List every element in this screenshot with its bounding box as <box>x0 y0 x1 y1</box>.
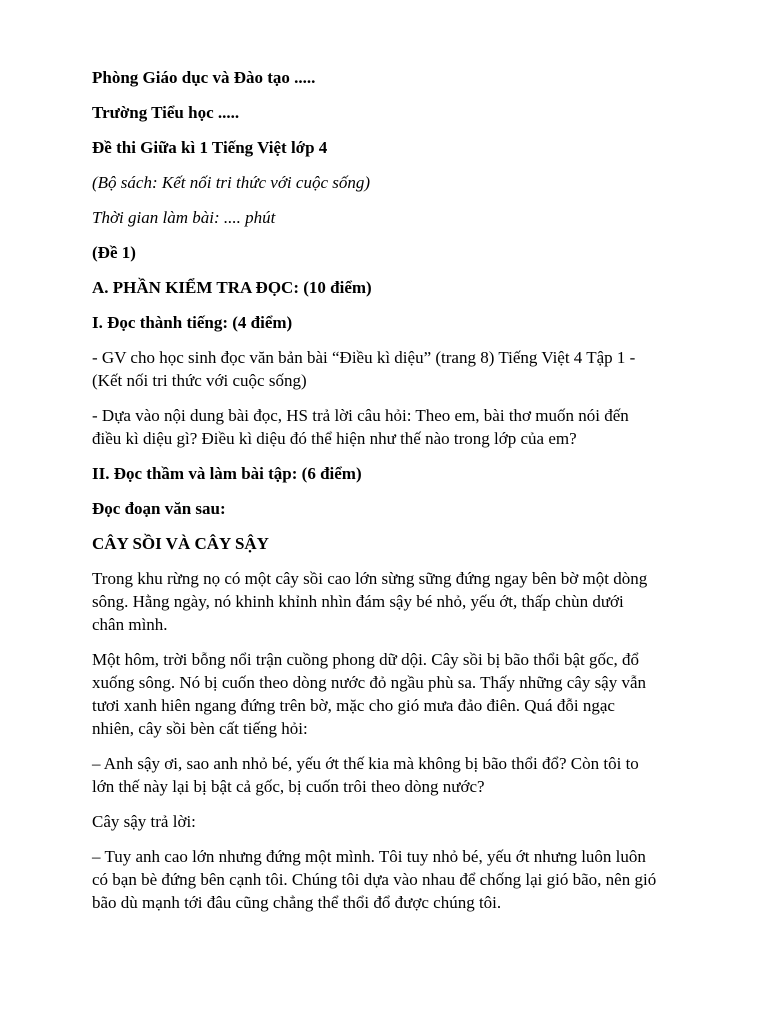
section-a-title: A. PHẦN KIỂM TRA ĐỌC: (10 điểm) <box>92 278 372 297</box>
text-line: bão dù mạnh tới đâu cũng chẳng thể thổi đổ được chúng tôi. <box>92 893 502 912</box>
story-paragraph-5 <box>92 845 692 914</box>
time-note: Thời gian làm bài: .... phút <box>92 208 276 227</box>
part2-title: II. Đọc thầm và làm bài tập: (6 điểm) <box>92 464 362 483</box>
story-paragraph-4 <box>92 810 692 833</box>
text-line: chân mình. <box>92 615 168 634</box>
text-line: nhiên, cây sồi bèn cất tiếng hỏi: <box>92 719 308 738</box>
exam-title: Đề thi Giữa kì 1 Tiếng Việt lớp 4 <box>92 138 328 157</box>
part1-title: I. Đọc thành tiếng: (4 điểm) <box>92 313 293 332</box>
story-title: CÂY SỒI VÀ CÂY SẬY <box>92 534 269 553</box>
reading-instruction: Đọc đoạn văn sau: <box>92 499 226 518</box>
story-paragraph-3 <box>92 752 692 798</box>
school-heading: Trường Tiểu học ..... <box>92 103 240 122</box>
text-line: điều kì diệu gì? Điều kì diệu đó thể hiện như thế nào trong lớp của em? <box>92 429 577 448</box>
text-line: Một hôm, trời bỗng nổi trận cuồng phong dữ dội. Cây sồi bị bão thổi bật gốc, đổ <box>92 650 640 669</box>
book-series-note: (Bộ sách: Kết nối tri thức với cuộc sống) <box>92 173 371 192</box>
story-paragraph-2 <box>92 648 692 740</box>
text-line: tươi xanh hiên ngang đứng trên bờ, mặc cho gió mưa đảo điên. Quá đỗi ngạc <box>92 696 615 715</box>
part1-item-2 <box>92 404 692 450</box>
department-heading: Phòng Giáo dục và Đào tạo ..... <box>92 68 316 87</box>
text-line: có bạn bè đứng bên cạnh tôi. Chúng tôi dựa vào nhau để chống lại gió bão, nên gió <box>92 870 657 889</box>
text-line: – Tuy anh cao lớn nhưng đứng một mình. Tôi tuy nhỏ bé, yếu ớt nhưng luôn luôn <box>92 847 646 866</box>
exam-number: (Đề 1) <box>92 243 136 262</box>
part1-item-1 <box>92 346 692 392</box>
text-line: sông. Hằng ngày, nó khinh khỉnh nhìn đám sậy bé nhỏ, yếu ớt, thấp chùn dưới <box>92 592 624 611</box>
text-line: (Kết nối tri thức với cuộc sống) <box>92 371 307 390</box>
text-line: - GV cho học sinh đọc văn bản bài “Điều kì diệu” (trang 8) Tiếng Việt 4 Tập 1 - <box>92 348 636 367</box>
story-paragraph-1 <box>92 567 692 636</box>
text-line: – Anh sậy ơi, sao anh nhỏ bé, yếu ớt thế kia mà không bị bão thổi đổ? Còn tôi to <box>92 754 639 773</box>
text-line: xuống sông. Nó bị cuốn theo dòng nước đỏ ngầu phù sa. Thấy những cây sậy vẫn <box>92 673 647 692</box>
text-line: lớn thế này lại bị bật cả gốc, bị cuốn trôi theo dòng nước? <box>92 777 485 796</box>
text-line: - Dựa vào nội dung bài đọc, HS trả lời câu hỏi: Theo em, bài thơ muốn nói đến <box>92 406 629 425</box>
text-line: Trong khu rừng nọ có một cây sồi cao lớn sừng sững đứng ngay bên bờ một dòng <box>92 569 648 588</box>
text-line: Cây sậy trả lời: <box>92 812 196 831</box>
